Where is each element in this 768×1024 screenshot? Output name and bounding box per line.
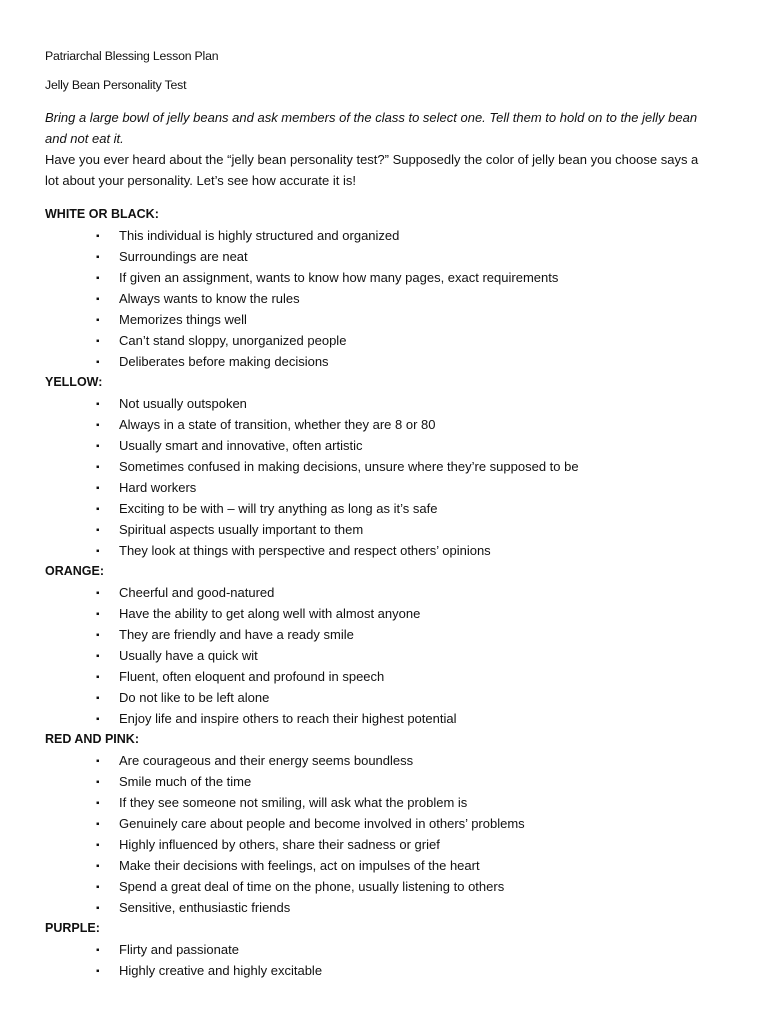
list-item: [96, 519, 363, 541]
list-item: [96, 435, 363, 457]
list-item: [96, 876, 504, 898]
list-item: [96, 708, 456, 730]
list-item-text: Sensitive, enthusiastic friends: [119, 900, 291, 915]
bullet-icon: ▪: [96, 441, 100, 452]
list-item: [96, 582, 274, 604]
bullet-icon: ▪: [96, 651, 100, 662]
list-item: [96, 330, 346, 352]
list-item: [96, 792, 467, 814]
document-subtitle: Jelly Bean Personality Test: [45, 78, 187, 92]
list-item-text: Always wants to know the rules: [119, 291, 300, 306]
bullet-icon: ▪: [96, 609, 100, 620]
list-item-text: If they see someone not smiling, will ask what the problem is: [119, 795, 468, 810]
bullet-icon: ▪: [96, 504, 100, 515]
section-heading: ORANGE:: [45, 564, 105, 578]
list-item: [96, 813, 525, 835]
list-item: [96, 687, 269, 709]
bullet-icon: ▪: [96, 357, 100, 368]
list-item-text: Spiritual aspects usually important to them: [119, 522, 364, 537]
bullet-icon: ▪: [96, 630, 100, 641]
bullet-icon: ▪: [96, 420, 100, 431]
list-item-text: Usually smart and innovative, often artistic: [119, 438, 363, 453]
bullet-icon: ▪: [96, 693, 100, 704]
bullet-icon: ▪: [96, 777, 100, 788]
list-item: [96, 498, 437, 520]
list-item-text: They are friendly and have a ready smile: [119, 627, 354, 642]
bullet-icon: ▪: [96, 882, 100, 893]
bullet-icon: ▪: [96, 546, 100, 557]
list-item-text: If given an assignment, wants to know how many pages, exact requirements: [119, 270, 559, 285]
list-item: [96, 666, 384, 688]
list-item-text: Genuinely care about people and become involved in others’ problems: [119, 816, 525, 831]
list-item-text: Highly creative and highly excitable: [119, 963, 323, 978]
list-item-text: Exciting to be with – will try anything as long as it’s safe: [119, 501, 438, 516]
list-item: [96, 855, 480, 877]
bullet-icon: ▪: [96, 714, 100, 725]
bullet-icon: ▪: [96, 756, 100, 767]
instruction-paragraph: Bring a large bowl of jelly beans and ask members of the class to select one. Tell them to hold on to the jelly bean and not eat it.: [45, 110, 698, 146]
list-item: [96, 939, 239, 961]
bullet-icon: ▪: [96, 840, 100, 851]
list-item-text: They look at things with perspective and respect others’ opinions: [119, 543, 491, 558]
list-item: [96, 351, 329, 373]
bullet-icon: ▪: [96, 231, 100, 242]
list-item-text: Enjoy life and inspire others to reach their highest potential: [119, 711, 457, 726]
bullet-icon: ▪: [96, 336, 100, 347]
list-item-text: Always in a state of transition, whether they are 8 or 80: [119, 417, 436, 432]
section-heading: RED AND PINK:: [45, 732, 139, 746]
list-item-text: Cheerful and good-natured: [119, 585, 275, 600]
bullet-icon: ▪: [96, 294, 100, 305]
list-item: [96, 309, 247, 331]
bullet-icon: ▪: [96, 399, 100, 410]
bullet-icon: ▪: [96, 462, 100, 473]
bullet-icon: ▪: [96, 525, 100, 536]
bullet-icon: ▪: [96, 252, 100, 263]
bullet-icon: ▪: [96, 588, 100, 599]
list-item-text: Can’t stand sloppy, unorganized people: [119, 333, 347, 348]
list-item: [96, 288, 300, 310]
bullet-icon: ▪: [96, 273, 100, 284]
list-item: [96, 267, 558, 289]
list-item-text: Do not like to be left alone: [119, 690, 270, 705]
intro-paragraph: Have you ever heard about the “jelly bean personality test?” Supposedly the color of jelly bean you choose says a lot about your personality. Let’s see how accurate it is!: [45, 152, 699, 188]
section-heading: PURPLE:: [45, 921, 100, 935]
list-item: [96, 225, 399, 247]
list-item: [96, 540, 491, 562]
bullet-icon: ▪: [96, 819, 100, 830]
list-item-text: Surroundings are neat: [119, 249, 248, 264]
document-title: Patriarchal Blessing Lesson Plan: [45, 49, 219, 63]
list-item-text: Hard workers: [119, 480, 197, 495]
list-item-text: Flirty and passionate: [119, 942, 239, 957]
list-item-text: Usually have a quick wit: [119, 648, 258, 663]
list-item-text: Highly influenced by others, share their sadness or grief: [119, 837, 440, 852]
list-item: [96, 414, 436, 436]
section-heading: WHITE OR BLACK:: [45, 207, 159, 221]
bullet-icon: ▪: [96, 966, 100, 977]
list-item: [96, 645, 258, 667]
list-item: [96, 624, 354, 646]
list-item-text: Deliberates before making decisions: [119, 354, 329, 369]
list-item: [96, 960, 322, 982]
list-item-text: Not usually outspoken: [119, 396, 247, 411]
list-item-text: Make their decisions with feelings, act on impulses of the heart: [119, 858, 480, 873]
list-item-text: Memorizes things well: [119, 312, 247, 327]
list-item-text: Are courageous and their energy seems boundless: [119, 753, 414, 768]
bullet-icon: ▪: [96, 861, 100, 872]
list-item: [96, 834, 440, 856]
list-item: [96, 477, 196, 499]
list-item-text: This individual is highly structured and organized: [119, 228, 400, 243]
bullet-icon: ▪: [96, 903, 100, 914]
list-item: [96, 393, 247, 415]
bullet-icon: ▪: [96, 483, 100, 494]
list-item-text: Spend a great deal of time on the phone, usually listening to others: [119, 879, 505, 894]
bullet-icon: ▪: [96, 315, 100, 326]
list-item: [96, 771, 251, 793]
section-heading: YELLOW:: [45, 375, 103, 389]
list-item-text: Smile much of the time: [119, 774, 252, 789]
list-item: [96, 603, 420, 625]
list-item-text: Sometimes confused in making decisions, unsure where they’re supposed to be: [119, 459, 579, 474]
bullet-icon: ▪: [96, 798, 100, 809]
list-item-text: Have the ability to get along well with almost anyone: [119, 606, 421, 621]
list-item: [96, 750, 413, 772]
list-item: [96, 456, 579, 478]
bullet-icon: ▪: [96, 945, 100, 956]
list-item: [96, 897, 290, 919]
list-item: [96, 246, 248, 268]
list-item-text: Fluent, often eloquent and profound in speech: [119, 669, 385, 684]
bullet-icon: ▪: [96, 672, 100, 683]
